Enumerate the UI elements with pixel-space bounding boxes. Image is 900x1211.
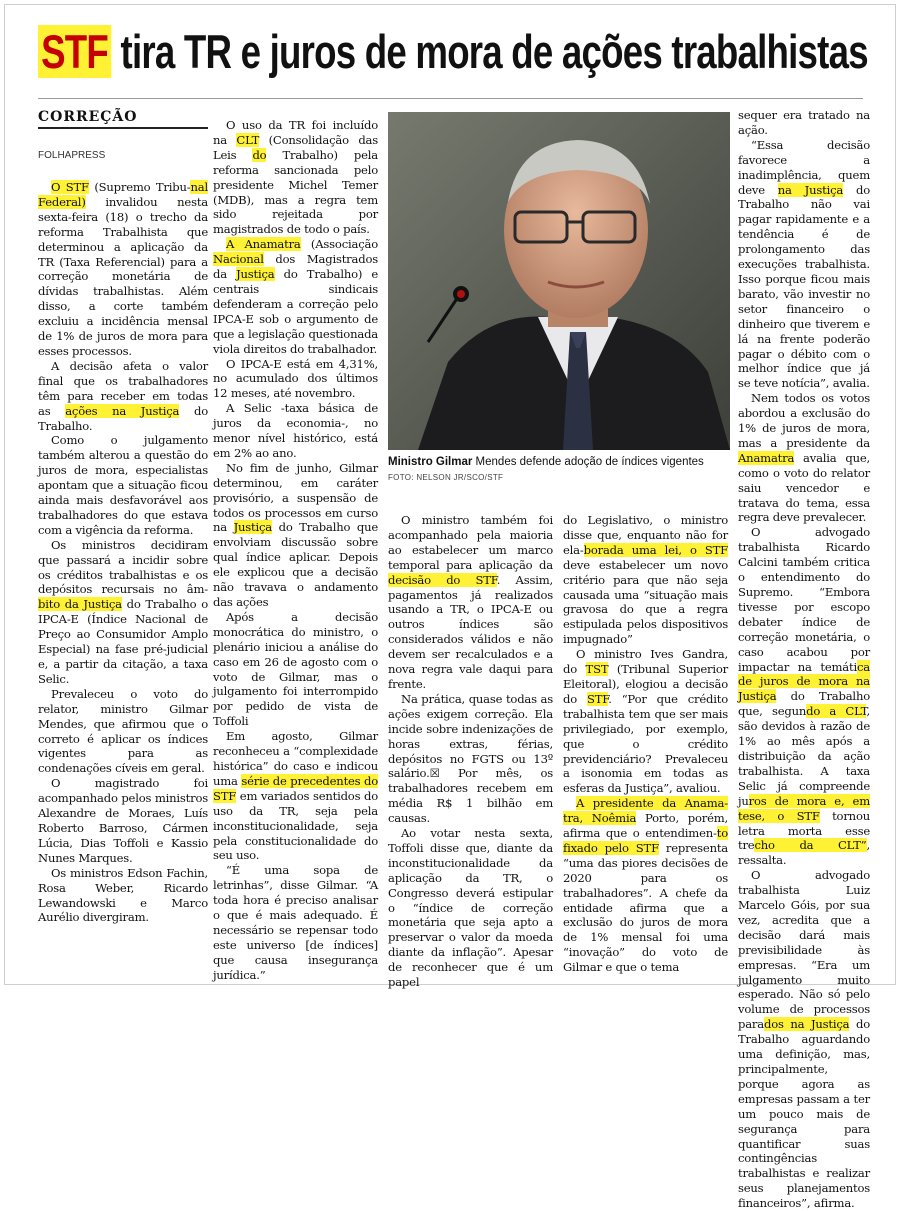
col1-paragraph-3: Como o julgamento também alterou a questão do juros de mora, especialistas apontam que a situação ficou ainda mais desfavorável aos trabalhadores do que estava com a vigência da reforma. xyxy=(38,433,208,537)
col1-paragraph-5: Prevaleceu o voto do relator, ministro Gilmar Mendes, que afirmou que o correto é aplicar os índices vigentes para as condenações cíveis em geral. xyxy=(38,686,208,776)
photo-caption: Ministro Gilmar Mendes defende adoção de índices vigentes xyxy=(388,456,704,468)
headline xyxy=(38,25,868,78)
col5-paragraph-3: Nem todos os votos abordou a exclusão do 1% de juros de mora, mas a presidente da Anamatra avalia que, como o voto do relator saiu vencedor e tratava do tema, essa regra deve prevalecer. xyxy=(738,391,870,525)
col5-paragraph-2: “Essa decisão favorece a inadimplência, quem deve na Justiça do Trabalho não vai pagar rapidamente e a tendência é de prolongamento das execuções trabalhista. Isso porque ficou mais barato, vão investir no setor financeiro o dinheiro que tiverem e lá na frente poderão pagar o débito com o melhor índice que já se teve notícia”, avalia. xyxy=(738,137,870,391)
headline-rest: tira TR e juros de mora de ações trabalhistas xyxy=(111,25,868,78)
column-1 xyxy=(38,180,208,925)
photo-gilmar-mendes xyxy=(388,112,730,450)
col4-paragraph-2: O ministro Ives Gandra, do TST (Tribunal Superior Eleitoral), elogiou a decisão do STF. “Por que crédito trabalhista tem que ser mais privilegiado, por exemplo, que o crédito previdenciário? Prevaleceu a isonomia em todas as esferas da Justiça”, avaliou. xyxy=(563,647,728,796)
col2-paragraph-7: Em agosto, Gilmar reconheceu a “complexidade histórica” do caso e indicou uma série de precedentes do STF em variados sentidos do uso da TR, seja pela inconstitucionalidade, seja pela constitucionalidade do seu uso. xyxy=(213,729,378,863)
section-kicker: CORREÇÃO xyxy=(38,109,138,125)
column-5 xyxy=(738,108,870,1211)
col5-paragraph-5: O advogado trabalhista Luiz Marcelo Góis, por sua vez, acredita que a decisão dará mais previsibilidade às empresas. “Era um julgamento muito esperado. Não só pelo volume de processos parados na Justiça do Trabalho aguardando uma definição, mas, principalmente, porque agora as empresas passam a ter um pouco mais de segurança para quantificar suas contingências trabalhistas e realizar seus planejamentos financeiros”, afirma. xyxy=(738,868,870,1211)
kicker-underline xyxy=(38,127,208,129)
column-4 xyxy=(563,513,728,975)
photo-credit: FOTO: NELSON JR/SCO/STF xyxy=(388,473,504,482)
col4-paragraph-1: do Legislativo, o ministro disse que, enquanto não for ela-borada uma lei, o STF deve estabelecer um novo critério para que não seja causada uma “situação mais gravosa do que a regra estipulada pelos dispositivos impugnado” xyxy=(563,513,728,647)
col2-paragraph-2: A Anamatra (Associação Nacional dos Magistrados da Justiça do Trabalho) e centrais sindicais defenderam a correção pelo IPCA-E sob o argumento de que a legislação questionada viola direitos do trabalhador. xyxy=(213,237,378,356)
col2-paragraph-8: “É uma sopa de letrinhas”, disse Gilmar. “A toda hora é preciso analisar o que é mais adequado. É necessário se repensar todo este universo [de índices] que causa insegurança jurídica.” xyxy=(213,863,378,982)
col5-paragraph-4: O advogado trabalhista Ricardo Calcini também critica o entendimento do Supremo. “Embora tivesse por escopo debater índice de correção monetária, o caso acabou por impactar na temática de juros de mora na Justiça do Trabalho que, segundo a CLT, são devidos à razão de 1% ao mês após a distribuição da ação trabalhista. A taxa Selic já compreende juros de mora e, em tese, o STF tornou letra morta esse trecho da CLT”, ressalta. xyxy=(738,525,870,868)
col3-paragraph-2: Na prática, quase todas as ações exigem correção. Ela incide sobre indenizações de horas extras, férias, depósitos no FGTS ou 13º salário.☒ Por mês, os trabalhadores recebem em média R$ 1 bilhão em causas. xyxy=(388,691,553,826)
col1-paragraph-6: O magistrado foi acompanhado pelos ministros Alexandre de Moraes, Luís Roberto Barroso, Cármen Lúcia, Dias Toffoli e Kassio Nunes Marques. xyxy=(38,776,208,865)
portrait-illustration xyxy=(388,112,730,450)
col2-paragraph-3: O IPCA-E está em 4,31%, no acumulado dos últimos 12 meses, até novembro. xyxy=(213,356,378,401)
col1-paragraph-2: A decisão afeta o valor final que os trabalhadores têm para receber em todas as ações na Justiça do Trabalho. xyxy=(38,358,208,433)
col3-paragraph-1: O ministro também foi acompanhado pela maioria ao estabelecer um marco temporal para aplicação da decisão do STF. Assim, pagamentos já realizados usando a TR, o IPCA-E ou outros índices são considerados válidos e não devem ser recalculados e a nova regra vale daqui para frente. xyxy=(388,513,553,691)
headline-rule xyxy=(38,98,863,99)
column-3 xyxy=(388,513,553,990)
col2-paragraph-4: A Selic -taxa básica de juros da economia-, no menor nível histórico, está em 2% ao ano. xyxy=(213,401,378,460)
col5-paragraph-1: sequer era tratado na ação. xyxy=(738,108,870,137)
col1-paragraph-7: Os ministros Edson Fachin, Rosa Weber, Ricardo Lewandowski e Marco Aurélio divergiram. xyxy=(38,865,208,925)
col1-paragraph-4: Os ministros decidiram que passará a incidir sobre os créditos trabalhistas e os depósitos recursais no âm-bito da Justiça do Trabalho o IPCA-E (Índice Nacional de Preço ao Consumidor Amplo Especial) na fase pré-judicial e, a partir da citação, a taxa Selic. xyxy=(38,537,208,686)
col4-paragraph-3: A presidente da Anama- tra, Noêmia Porto, porém, afirma que o entendimen-to fixado pelo STF representa “uma das piores decisões de 2020 para os trabalhadores”. A chefe da entidade afirma que a exclusão do juros de mora de 1% mensal foi uma “inovação” do voto de Gilmar e que o tema xyxy=(563,796,729,975)
col2-paragraph-6: Após a decisão monocrática do ministro, o plenário iniciou a análise do caso em 26 de agosto com o voto de Gilmar, mas o julgamento foi interrompido por pedido de vista de Toffoli xyxy=(213,609,378,729)
col2-paragraph-5: No fim de junho, Gilmar determinou, em caráter provisório, a suspensão de todos os processos em curso na Justiça do Trabalho que envolviam discussão sobre qual índice aplicar. Depois ele explicou que a decisão não travava o andamento das ações xyxy=(213,460,379,609)
col2-paragraph-1: O uso da TR foi incluído na CLT (Consolidação das Leis do Trabalho) pela reforma sancionada pelo presidente Michel Temer (MDB), mas a regra tem sido rejeitada por magistrados de todo o país. xyxy=(213,118,378,237)
byline: FOLHAPRESS xyxy=(38,150,106,161)
col3-paragraph-3: Ao votar nesta sexta, Toffoli disse que, diante da inconstitucionalidade da aplicação da TR, o Congresso deverá estipular o “índice de correção monetária que seja apto a preservar o valor da moeda diante da inflação”. Apesar de reconhecer que é um papel xyxy=(388,826,553,990)
col1-paragraph-1: O STF (Supremo Tribu-nal Federal) invalidou nesta sexta-feira (18) o trecho da reforma Trabalhista que determinou a aplicação da TR (Taxa Referencial) para a correção monetária de dívidas trabalhistas. Além disso, a corte também excluiu a incidência mensal de 1% de juros de mora para esses processos. xyxy=(38,180,208,358)
headline-highlight: STF xyxy=(38,25,111,78)
column-2 xyxy=(213,118,378,983)
